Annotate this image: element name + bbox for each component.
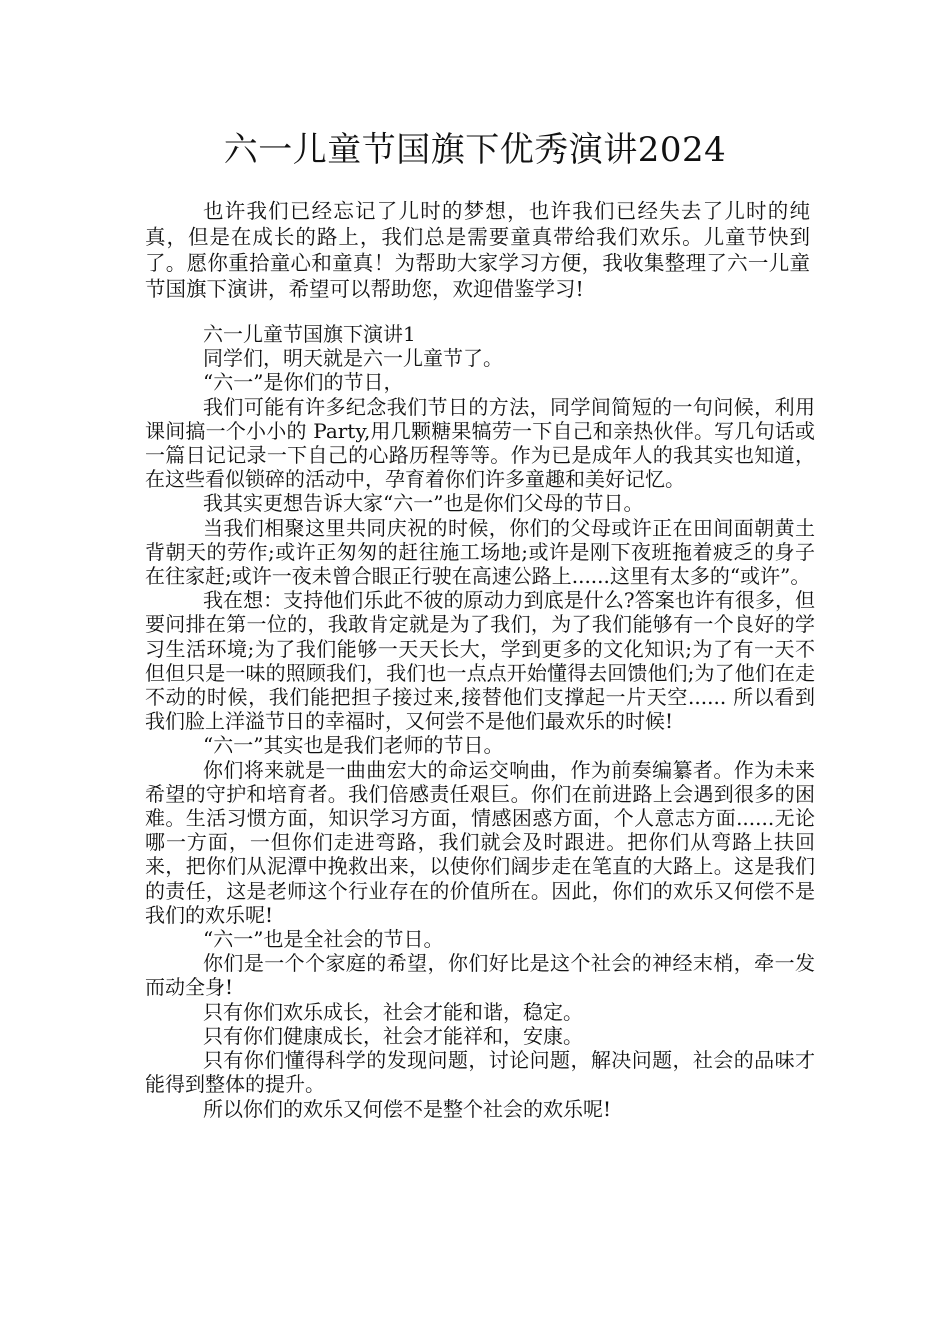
body-paragraph: “六一”其实也是我们老师的节日。	[203, 733, 504, 758]
document-title: 六一儿童节国旗下优秀演讲2024	[223, 130, 727, 170]
body-paragraph: 只有你们健康成长，社会才能祥和，安康。	[203, 1023, 583, 1048]
speech-heading: 六一儿童节国旗下演讲1	[203, 322, 416, 346]
body-paragraph: “六一”是你们的节日，	[203, 370, 404, 395]
body-paragraph: 只有你们欢乐成长，社会才能和谐，稳定。	[203, 999, 583, 1024]
intro-paragraph: 也许我们已经忘记了儿时的梦想，也许我们已经失去了儿时的纯真，但是在成长的路上，我们总是需要童真带给我们欢乐。儿童节快到了。愿你重拾童心和童真！为帮助大家学习方便，我收集整理了六一儿童节国旗下演讲，希望可以帮助您，欢迎借鉴学习!	[145, 199, 810, 301]
body-paragraph: 你们是一个个家庭的希望，你们好比是这个社会的神经末梢，牵一发而动全身!	[145, 951, 815, 1000]
speech-body	[145, 322, 815, 1121]
body-paragraph: 我在想：支持他们乐此不彼的原动力到底是什么?答案也许有很多，但要问排在第一位的，我敢肯定就是为了我们，为了我们能够有一个良好的学习生活环境;为了我们能够一天天长大，学到更多的文化知识;为了有一天不但但只是一味的照顾我们，我们也一点点开始懂得去回馈他们;为了他们在走不动的时候，我们能把担子接过来,接替他们支撑起一片天空...... 所以看到我们脸上洋溢节日的幸福时，又何尝不是他们最欢乐的时候!	[145, 588, 815, 734]
body-paragraph: 当我们相聚这里共同庆祝的时候，你们的父母或许正在田间面朝黄土背朝天的劳作;或许正匆匆的赶往施工场地;或许是刚下夜班拖着疲乏的身子在往家赶;或许一夜未曾合眼正行驶在高速公路上......这里有太多的“或许”。	[145, 515, 815, 589]
body-paragraph: 所以你们的欢乐又何偿不是整个社会的欢乐呢!	[203, 1096, 612, 1121]
body-paragraph: 只有你们懂得科学的发现问题，讨论问题，解决问题，社会的品味才能得到整体的提升。	[145, 1048, 815, 1097]
body-paragraph: 我其实更想告诉大家“六一”也是你们父母的节日。	[203, 491, 644, 516]
body-paragraph: 你们将来就是一曲曲宏大的命运交响曲，作为前奏编纂者。作为未来希望的守护和培育者。我们倍感责任艰巨。你们在前进路上会遇到很多的困难。生活习惯方面，知识学习方面，情感困惑方面，个人意志方面......无论哪一方面，一但你们走进弯路，我们就会及时跟进。把你们从弯路上扶回来，把你们从泥潭中挽救出来，以使你们阔步走在笔直的大路上。这是我们的责任，这是老师这个行业存在的价值所在。因此，你们的欢乐又何偿不是我们的欢乐呢!	[145, 757, 815, 927]
body-paragraph: “六一”也是全社会的节日。	[203, 927, 444, 952]
body-paragraph: 同学们，明天就是六一儿童节了。	[203, 346, 503, 371]
body-paragraph: 我们可能有许多纪念我们节日的方法，同学间简短的一句问候，利用课间搞一个小小的 Party,用几颗糖果犒劳一下自己和亲热伙伴。写几句话或一篇日记记录一下自己的心路历程等等。作为已是成年人的我其实也知道，在这些看似锁碎的活动中，孕育着你们许多童趣和美好记忆。	[145, 394, 815, 492]
